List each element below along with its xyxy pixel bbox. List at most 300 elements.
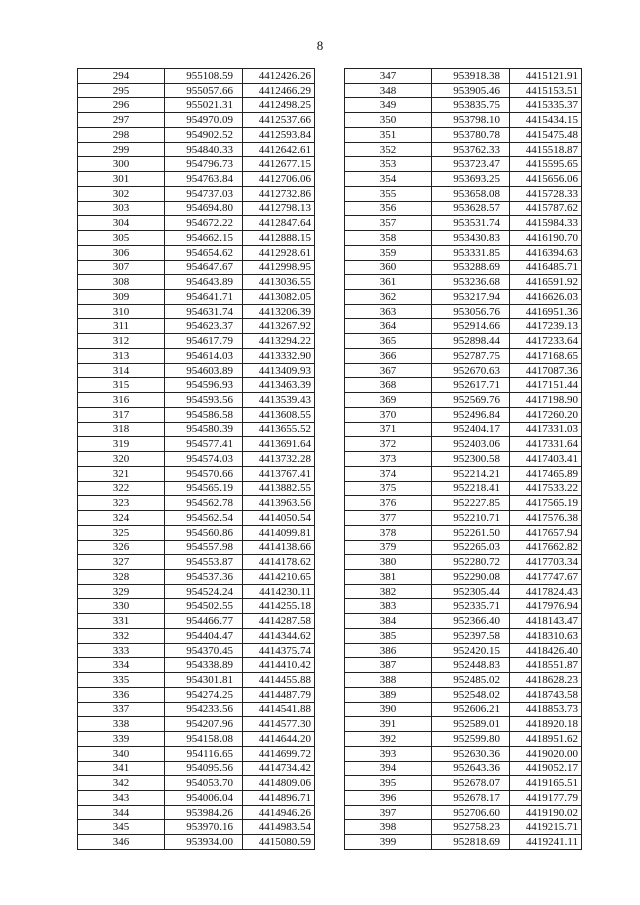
point-number-cell: 323 — [78, 496, 165, 511]
table-row — [345, 275, 582, 290]
table-row — [345, 643, 582, 658]
table-row — [345, 673, 582, 688]
y-coordinate-cell: 4415434.15 — [510, 113, 582, 128]
x-coordinate-cell: 952599.80 — [432, 732, 510, 747]
point-number-cell: 354 — [345, 172, 432, 187]
y-coordinate-cell: 4419165.51 — [510, 776, 582, 791]
coordinates-table-right — [344, 68, 582, 850]
table-row — [78, 599, 315, 614]
y-coordinate-cell: 4416951.36 — [510, 304, 582, 319]
x-coordinate-cell: 954641.71 — [165, 290, 243, 305]
x-coordinate-cell: 954614.03 — [165, 348, 243, 363]
point-number-cell: 383 — [345, 599, 432, 614]
x-coordinate-cell: 954647.67 — [165, 260, 243, 275]
point-number-cell: 329 — [78, 584, 165, 599]
y-coordinate-cell: 4415595.65 — [510, 157, 582, 172]
y-coordinate-cell: 4414230.11 — [243, 584, 315, 599]
point-number-cell: 303 — [78, 201, 165, 216]
y-coordinate-cell: 4417465.89 — [510, 466, 582, 481]
x-coordinate-cell: 952210.71 — [432, 511, 510, 526]
point-number-cell: 313 — [78, 348, 165, 363]
point-number-cell: 361 — [345, 275, 432, 290]
x-coordinate-cell: 953970.16 — [165, 820, 243, 835]
table-row — [345, 245, 582, 260]
x-coordinate-cell: 952670.63 — [432, 363, 510, 378]
point-number-cell: 346 — [78, 835, 165, 850]
point-number-cell: 352 — [345, 142, 432, 157]
point-number-cell: 381 — [345, 569, 432, 584]
y-coordinate-cell: 4413409.93 — [243, 363, 315, 378]
y-coordinate-cell: 4417260.20 — [510, 407, 582, 422]
x-coordinate-cell: 952420.15 — [432, 643, 510, 658]
table-row — [78, 422, 315, 437]
point-number-cell: 351 — [345, 127, 432, 142]
y-coordinate-cell: 4412677.15 — [243, 157, 315, 172]
y-coordinate-cell: 4414138.66 — [243, 540, 315, 555]
y-coordinate-cell: 4415121.91 — [510, 69, 582, 84]
point-number-cell: 374 — [345, 466, 432, 481]
y-coordinate-cell: 4418551.87 — [510, 658, 582, 673]
table-row — [78, 776, 315, 791]
table-row — [345, 422, 582, 437]
x-coordinate-cell: 955057.66 — [165, 83, 243, 98]
table-row — [345, 260, 582, 275]
point-number-cell: 396 — [345, 790, 432, 805]
x-coordinate-cell: 952898.44 — [432, 334, 510, 349]
y-coordinate-cell: 4413882.55 — [243, 481, 315, 496]
y-coordinate-cell: 4417533.22 — [510, 481, 582, 496]
point-number-cell: 320 — [78, 452, 165, 467]
x-coordinate-cell: 954053.70 — [165, 776, 243, 791]
table-row — [345, 746, 582, 761]
table-row — [78, 805, 315, 820]
x-coordinate-cell: 953762.33 — [432, 142, 510, 157]
table-row — [345, 186, 582, 201]
y-coordinate-cell: 4417151.44 — [510, 378, 582, 393]
coordinates-table-left-body — [78, 69, 315, 850]
x-coordinate-cell: 955021.31 — [165, 98, 243, 113]
x-coordinate-cell: 954207.96 — [165, 717, 243, 732]
point-number-cell: 295 — [78, 83, 165, 98]
point-number-cell: 330 — [78, 599, 165, 614]
x-coordinate-cell: 952214.21 — [432, 466, 510, 481]
y-coordinate-cell: 4412888.15 — [243, 231, 315, 246]
y-coordinate-cell: 4412847.64 — [243, 216, 315, 231]
point-number-cell: 309 — [78, 290, 165, 305]
y-coordinate-cell: 4417403.41 — [510, 452, 582, 467]
table-row — [78, 245, 315, 260]
table-row — [78, 481, 315, 496]
y-coordinate-cell: 4413036.55 — [243, 275, 315, 290]
table-row — [345, 820, 582, 835]
y-coordinate-cell: 4415518.87 — [510, 142, 582, 157]
table-row — [345, 304, 582, 319]
y-coordinate-cell: 4413082.05 — [243, 290, 315, 305]
point-number-cell: 355 — [345, 186, 432, 201]
y-coordinate-cell: 4413767.41 — [243, 466, 315, 481]
x-coordinate-cell: 952397.58 — [432, 628, 510, 643]
table-row — [78, 732, 315, 747]
y-coordinate-cell: 4416190.70 — [510, 231, 582, 246]
x-coordinate-cell: 953984.26 — [165, 805, 243, 820]
table-row — [78, 628, 315, 643]
x-coordinate-cell: 954672.22 — [165, 216, 243, 231]
point-number-cell: 335 — [78, 673, 165, 688]
x-coordinate-cell: 952448.83 — [432, 658, 510, 673]
x-coordinate-cell: 952496.84 — [432, 407, 510, 422]
x-coordinate-cell: 952617.71 — [432, 378, 510, 393]
table-row — [78, 378, 315, 393]
y-coordinate-cell: 4414487.79 — [243, 687, 315, 702]
point-number-cell: 342 — [78, 776, 165, 791]
point-number-cell: 349 — [345, 98, 432, 113]
y-coordinate-cell: 4413539.43 — [243, 393, 315, 408]
point-number-cell: 358 — [345, 231, 432, 246]
table-row — [78, 790, 315, 805]
y-coordinate-cell: 4413267.92 — [243, 319, 315, 334]
point-number-cell: 398 — [345, 820, 432, 835]
table-row — [78, 348, 315, 363]
y-coordinate-cell: 4414896.71 — [243, 790, 315, 805]
y-coordinate-cell: 4419020.00 — [510, 746, 582, 761]
table-row — [345, 437, 582, 452]
y-coordinate-cell: 4416591.92 — [510, 275, 582, 290]
x-coordinate-cell: 952818.69 — [432, 835, 510, 850]
y-coordinate-cell: 4417168.65 — [510, 348, 582, 363]
x-coordinate-cell: 952404.17 — [432, 422, 510, 437]
x-coordinate-cell: 953835.75 — [432, 98, 510, 113]
x-coordinate-cell: 954006.04 — [165, 790, 243, 805]
point-number-cell: 314 — [78, 363, 165, 378]
y-coordinate-cell: 4413691.64 — [243, 437, 315, 452]
point-number-cell: 305 — [78, 231, 165, 246]
point-number-cell: 379 — [345, 540, 432, 555]
point-number-cell: 399 — [345, 835, 432, 850]
y-coordinate-cell: 4415475.48 — [510, 127, 582, 142]
table-row — [78, 466, 315, 481]
x-coordinate-cell: 954158.08 — [165, 732, 243, 747]
table-row — [78, 820, 315, 835]
x-coordinate-cell: 953934.00 — [165, 835, 243, 850]
x-coordinate-cell: 954370.45 — [165, 643, 243, 658]
x-coordinate-cell: 954565.19 — [165, 481, 243, 496]
y-coordinate-cell: 4416626.03 — [510, 290, 582, 305]
point-number-cell: 382 — [345, 584, 432, 599]
y-coordinate-cell: 4413732.28 — [243, 452, 315, 467]
x-coordinate-cell: 953236.68 — [432, 275, 510, 290]
y-coordinate-cell: 4415153.51 — [510, 83, 582, 98]
point-number-cell: 380 — [345, 555, 432, 570]
table-row — [345, 614, 582, 629]
point-number-cell: 345 — [78, 820, 165, 835]
y-coordinate-cell: 4414946.26 — [243, 805, 315, 820]
point-number-cell: 370 — [345, 407, 432, 422]
point-number-cell: 324 — [78, 511, 165, 526]
point-number-cell: 397 — [345, 805, 432, 820]
y-coordinate-cell: 4414699.72 — [243, 746, 315, 761]
table-row — [78, 142, 315, 157]
y-coordinate-cell: 4419177.79 — [510, 790, 582, 805]
y-coordinate-cell: 4413608.55 — [243, 407, 315, 422]
y-coordinate-cell: 4414809.06 — [243, 776, 315, 791]
point-number-cell: 312 — [78, 334, 165, 349]
point-number-cell: 385 — [345, 628, 432, 643]
y-coordinate-cell: 4419052.17 — [510, 761, 582, 776]
y-coordinate-cell: 4412537.66 — [243, 113, 315, 128]
point-number-cell: 363 — [345, 304, 432, 319]
point-number-cell: 360 — [345, 260, 432, 275]
table-row — [345, 127, 582, 142]
x-coordinate-cell: 954537.36 — [165, 569, 243, 584]
table-row — [78, 437, 315, 452]
table-row — [78, 319, 315, 334]
x-coordinate-cell: 952227.85 — [432, 496, 510, 511]
y-coordinate-cell: 4413206.39 — [243, 304, 315, 319]
table-row — [78, 363, 315, 378]
x-coordinate-cell: 952787.75 — [432, 348, 510, 363]
x-coordinate-cell: 954524.24 — [165, 584, 243, 599]
table-row — [345, 393, 582, 408]
x-coordinate-cell: 952403.06 — [432, 437, 510, 452]
x-coordinate-cell: 954796.73 — [165, 157, 243, 172]
y-coordinate-cell: 4417976.94 — [510, 599, 582, 614]
point-number-cell: 321 — [78, 466, 165, 481]
y-coordinate-cell: 4415728.33 — [510, 186, 582, 201]
y-coordinate-cell: 4413463.39 — [243, 378, 315, 393]
x-coordinate-cell: 954593.56 — [165, 393, 243, 408]
y-coordinate-cell: 4417747.67 — [510, 569, 582, 584]
x-coordinate-cell: 954553.87 — [165, 555, 243, 570]
y-coordinate-cell: 4419241.11 — [510, 835, 582, 850]
point-number-cell: 364 — [345, 319, 432, 334]
table-row — [345, 348, 582, 363]
point-number-cell: 300 — [78, 157, 165, 172]
x-coordinate-cell: 954577.41 — [165, 437, 243, 452]
table-row — [78, 172, 315, 187]
x-coordinate-cell: 954643.89 — [165, 275, 243, 290]
point-number-cell: 334 — [78, 658, 165, 673]
x-coordinate-cell: 954404.47 — [165, 628, 243, 643]
x-coordinate-cell: 952290.08 — [432, 569, 510, 584]
point-number-cell: 391 — [345, 717, 432, 732]
x-coordinate-cell: 954557.98 — [165, 540, 243, 555]
point-number-cell: 336 — [78, 687, 165, 702]
point-number-cell: 298 — [78, 127, 165, 142]
table-row — [78, 231, 315, 246]
point-number-cell: 371 — [345, 422, 432, 437]
y-coordinate-cell: 4412998.95 — [243, 260, 315, 275]
table-row — [345, 658, 582, 673]
table-row — [345, 732, 582, 747]
y-coordinate-cell: 4418743.58 — [510, 687, 582, 702]
point-number-cell: 296 — [78, 98, 165, 113]
table-row — [345, 113, 582, 128]
y-coordinate-cell: 4414050.54 — [243, 511, 315, 526]
y-coordinate-cell: 4413332.90 — [243, 348, 315, 363]
table-row — [78, 540, 315, 555]
x-coordinate-cell: 954631.74 — [165, 304, 243, 319]
x-coordinate-cell: 953531.74 — [432, 216, 510, 231]
y-coordinate-cell: 4414255.18 — [243, 599, 315, 614]
point-number-cell: 392 — [345, 732, 432, 747]
table-row — [345, 628, 582, 643]
table-row — [78, 69, 315, 84]
y-coordinate-cell: 4415984.33 — [510, 216, 582, 231]
point-number-cell: 306 — [78, 245, 165, 260]
table-row — [345, 378, 582, 393]
point-number-cell: 337 — [78, 702, 165, 717]
x-coordinate-cell: 952569.76 — [432, 393, 510, 408]
x-coordinate-cell: 953658.08 — [432, 186, 510, 201]
table-row — [345, 687, 582, 702]
table-row — [78, 525, 315, 540]
point-number-cell: 325 — [78, 525, 165, 540]
point-number-cell: 294 — [78, 69, 165, 84]
x-coordinate-cell: 953723.47 — [432, 157, 510, 172]
x-coordinate-cell: 952280.72 — [432, 555, 510, 570]
y-coordinate-cell: 4419190.02 — [510, 805, 582, 820]
x-coordinate-cell: 954603.89 — [165, 363, 243, 378]
point-number-cell: 357 — [345, 216, 432, 231]
table-row — [345, 216, 582, 231]
point-number-cell: 390 — [345, 702, 432, 717]
y-coordinate-cell: 4414455.88 — [243, 673, 315, 688]
table-row — [78, 127, 315, 142]
table-row — [78, 452, 315, 467]
x-coordinate-cell: 954233.56 — [165, 702, 243, 717]
table-row — [78, 569, 315, 584]
y-coordinate-cell: 4416394.63 — [510, 245, 582, 260]
x-coordinate-cell: 954763.84 — [165, 172, 243, 187]
y-coordinate-cell: 4412498.25 — [243, 98, 315, 113]
y-coordinate-cell: 4414210.65 — [243, 569, 315, 584]
point-number-cell: 301 — [78, 172, 165, 187]
x-coordinate-cell: 954095.56 — [165, 761, 243, 776]
x-coordinate-cell: 952548.02 — [432, 687, 510, 702]
table-row — [345, 363, 582, 378]
table-row — [345, 481, 582, 496]
table-row — [78, 216, 315, 231]
table-row — [345, 319, 582, 334]
x-coordinate-cell: 954586.58 — [165, 407, 243, 422]
y-coordinate-cell: 4414344.62 — [243, 628, 315, 643]
point-number-cell: 338 — [78, 717, 165, 732]
x-coordinate-cell: 954466.77 — [165, 614, 243, 629]
point-number-cell: 319 — [78, 437, 165, 452]
point-number-cell: 308 — [78, 275, 165, 290]
point-number-cell: 316 — [78, 393, 165, 408]
table-row — [345, 201, 582, 216]
table-row — [345, 805, 582, 820]
point-number-cell: 368 — [345, 378, 432, 393]
table-row — [78, 511, 315, 526]
table-row — [78, 555, 315, 570]
y-coordinate-cell: 4417565.19 — [510, 496, 582, 511]
table-row — [345, 452, 582, 467]
x-coordinate-cell: 954560.86 — [165, 525, 243, 540]
x-coordinate-cell: 952300.58 — [432, 452, 510, 467]
table-row — [78, 702, 315, 717]
point-number-cell: 311 — [78, 319, 165, 334]
table-row — [78, 746, 315, 761]
table-row — [78, 98, 315, 113]
table-row — [345, 231, 582, 246]
y-coordinate-cell: 4417331.64 — [510, 437, 582, 452]
table-row — [78, 761, 315, 776]
x-coordinate-cell: 952218.41 — [432, 481, 510, 496]
point-number-cell: 344 — [78, 805, 165, 820]
table-row — [78, 260, 315, 275]
table-row — [345, 98, 582, 113]
point-number-cell: 369 — [345, 393, 432, 408]
point-number-cell: 302 — [78, 186, 165, 201]
y-coordinate-cell: 4414410.42 — [243, 658, 315, 673]
x-coordinate-cell: 954662.15 — [165, 231, 243, 246]
table-row — [78, 113, 315, 128]
point-number-cell: 387 — [345, 658, 432, 673]
x-coordinate-cell: 955108.59 — [165, 69, 243, 84]
point-number-cell: 373 — [345, 452, 432, 467]
table-row — [78, 835, 315, 850]
y-coordinate-cell: 4414287.58 — [243, 614, 315, 629]
x-coordinate-cell: 952678.17 — [432, 790, 510, 805]
y-coordinate-cell: 4417239.13 — [510, 319, 582, 334]
x-coordinate-cell: 954737.03 — [165, 186, 243, 201]
x-coordinate-cell: 954970.09 — [165, 113, 243, 128]
y-coordinate-cell: 4418143.47 — [510, 614, 582, 629]
point-number-cell: 377 — [345, 511, 432, 526]
y-coordinate-cell: 4416485.71 — [510, 260, 582, 275]
x-coordinate-cell: 954562.54 — [165, 511, 243, 526]
y-coordinate-cell: 4412466.29 — [243, 83, 315, 98]
x-coordinate-cell: 952914.66 — [432, 319, 510, 334]
point-number-cell: 347 — [345, 69, 432, 84]
x-coordinate-cell: 954338.89 — [165, 658, 243, 673]
point-number-cell: 339 — [78, 732, 165, 747]
coordinates-table-right-body — [345, 69, 582, 850]
x-coordinate-cell: 953628.57 — [432, 201, 510, 216]
point-number-cell: 333 — [78, 643, 165, 658]
point-number-cell: 375 — [345, 481, 432, 496]
y-coordinate-cell: 4417657.94 — [510, 525, 582, 540]
table-row — [78, 304, 315, 319]
table-row — [345, 525, 582, 540]
x-coordinate-cell: 952305.44 — [432, 584, 510, 599]
table-row — [78, 673, 315, 688]
table-row — [78, 275, 315, 290]
point-number-cell: 304 — [78, 216, 165, 231]
x-coordinate-cell: 953288.69 — [432, 260, 510, 275]
x-coordinate-cell: 954116.65 — [165, 746, 243, 761]
y-coordinate-cell: 4413963.56 — [243, 496, 315, 511]
x-coordinate-cell: 954902.52 — [165, 127, 243, 142]
point-number-cell: 322 — [78, 481, 165, 496]
x-coordinate-cell: 952366.40 — [432, 614, 510, 629]
y-coordinate-cell: 4417087.36 — [510, 363, 582, 378]
x-coordinate-cell: 954694.80 — [165, 201, 243, 216]
x-coordinate-cell: 952485.02 — [432, 673, 510, 688]
x-coordinate-cell: 953905.46 — [432, 83, 510, 98]
point-number-cell: 395 — [345, 776, 432, 791]
table-row — [345, 555, 582, 570]
y-coordinate-cell: 4415787.62 — [510, 201, 582, 216]
table-row — [78, 717, 315, 732]
y-coordinate-cell: 4415335.37 — [510, 98, 582, 113]
page-number: 8 — [316, 38, 324, 53]
point-number-cell: 372 — [345, 437, 432, 452]
point-number-cell: 389 — [345, 687, 432, 702]
table-row — [345, 702, 582, 717]
